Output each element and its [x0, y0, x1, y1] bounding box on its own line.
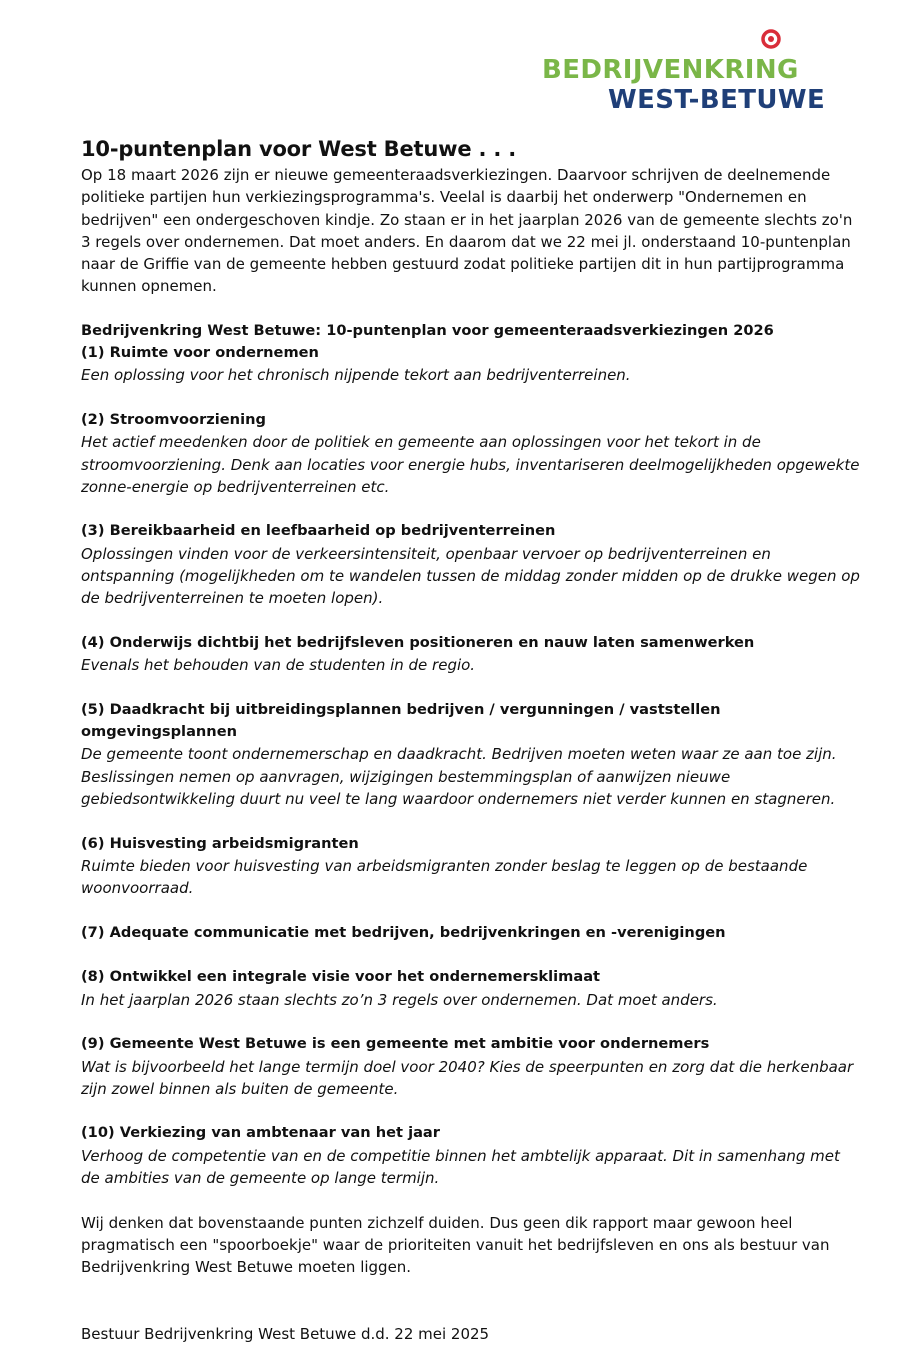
point-item: [81, 1122, 861, 1189]
point-item: [81, 922, 861, 944]
page-title: 10-puntenplan voor West Betuwe . . .: [81, 137, 517, 161]
point-item: [81, 966, 861, 1011]
logo: [538, 28, 838, 114]
document-body: [81, 134, 861, 1345]
point-description: Verhoog de competentie van en de competitie binnen het ambtelijk apparaat. Dit in samenhang met de ambities van de gemeente op lange termijn.: [81, 1146, 840, 1188]
point-description: Wat is bijvoorbeeld het lange termijn doel voor 2040? Kies de speerpunten en zorg dat die herkenbaar zijn zowel binnen als buiten de gemeente.: [81, 1057, 854, 1098]
point-title: (9) Gemeente West Betuwe is een gemeente met ambitie voor ondernemers: [81, 1035, 710, 1053]
point-description: Het actief meedenken door de politiek en gemeente aan oplossingen voor het tekort in de stroomvoorziening. Denk aan locaties voor energie hubs, inventariseren deelmogelijkheden opgewekte zonne-energie op bedrijventerreinen etc.: [81, 433, 860, 496]
logo-text-west-betuwe: WEST-BETUWE: [608, 85, 826, 115]
point-description: Een oplossing voor het chronisch nijpende tekort aan bedrijventerreinen.: [81, 366, 631, 385]
point-title: (7) Adequate communicatie met bedrijven, bedrijvenkringen en -verenigingen: [81, 923, 726, 941]
point-title: (10) Verkiezing van ambtenaar van het jaar: [81, 1124, 440, 1142]
point-item: [81, 342, 861, 387]
point-description: Oplossingen vinden voor de verkeersintensiteit, openbaar vervoer op bedrijventerreinen en ontspanning (mogelijkheden om te wandelen tussen de middag zonder midden op de drukke wegen op de bedrijventerreinen te moeten lopen).: [81, 544, 860, 608]
plan-heading: Bedrijvenkring West Betuwe: 10-puntenplan voor gemeenteraadsverkiezingen 2026: [81, 321, 774, 339]
points-list: [81, 342, 861, 1189]
point-item: [81, 833, 861, 900]
point-title: (8) Ontwikkel een integrale visie voor het ondernemersklimaat: [81, 968, 601, 986]
point-title: (5) Daadkracht bij uitbreidingsplannen bedrijven / vergunningen / vaststellen omgevingsplannen: [81, 700, 721, 741]
point-title: (1) Ruimte voor ondernemen: [81, 344, 319, 362]
point-description: De gemeente toont ondernemerschap en daadkracht. Bedrijven moeten weten waar ze aan toe zijn. Beslissingen nemen op aanvragen, wijzigingen bestemmingsplan of aanwijzen nieuwe gebiedsontwikkeling duurt nu veel te lang waardoor ondernemers niet verder kunnen en stagneren.: [81, 745, 837, 809]
point-description: Evenals het behouden van de studenten in de regio.: [81, 656, 476, 675]
point-title: (4) Onderwijs dichtbij het bedrijfsleven positioneren en nauw laten samenwerken: [81, 633, 755, 651]
point-title: (6) Huisvesting arbeidsmigranten: [81, 834, 359, 852]
logo-ring-icon: [760, 28, 782, 50]
intro-paragraph: Op 18 maart 2026 zijn er nieuwe gemeenteraadsverkiezingen. Daarvoor schrijven de deelnemende politieke partijen hun verkiezingsprogramma's. Veelal is daarbij het onderwerp "Ondernemen en bedrijven" een ondergeschoven kindje. Zo staan er in het jaarplan 2026 van de gemeente slechts zo'n 3 regels over ondernemen. Dat moet anders. En daarom dat we 22 mei jl. onderstaand 10-puntenplan naar de Griffie van de gemeente hebben gestuurd zodat politieke partijen dit in hun partijprogramma kunnen opnemen.: [81, 166, 853, 296]
point-item: [81, 632, 861, 677]
point-item: [81, 699, 861, 810]
signature-line: Bestuur Bedrijvenkring West Betuwe d.d. 22 mei 2025: [81, 1324, 490, 1343]
point-item: [81, 409, 861, 498]
point-item: [81, 1033, 861, 1100]
closing-paragraph: Wij denken dat bovenstaande punten zichzelf duiden. Dus geen dik rapport maar gewoon heel pragmatisch een "spoorboekje" waar de prioriteiten vanuit het bedrijfsleven en ons als bestuur van Bedrijvenkring West Betuwe moeten liggen.: [81, 1213, 830, 1277]
logo-text-bedrijvenkring: BEDRIJVENKRING: [542, 55, 799, 85]
point-description: In het jaarplan 2026 staan slechts zo’n 3 regels over ondernemen. Dat moet anders.: [81, 990, 718, 1009]
point-item: [81, 520, 861, 609]
point-title: (2) Stroomvoorziening: [81, 410, 266, 428]
point-title: (3) Bereikbaarheid en leefbaarheid op bedrijventerreinen: [81, 522, 556, 540]
point-description: Ruimte bieden voor huisvesting van arbeidsmigranten zonder beslag te leggen op de bestaande woonvoorraad.: [81, 856, 808, 898]
